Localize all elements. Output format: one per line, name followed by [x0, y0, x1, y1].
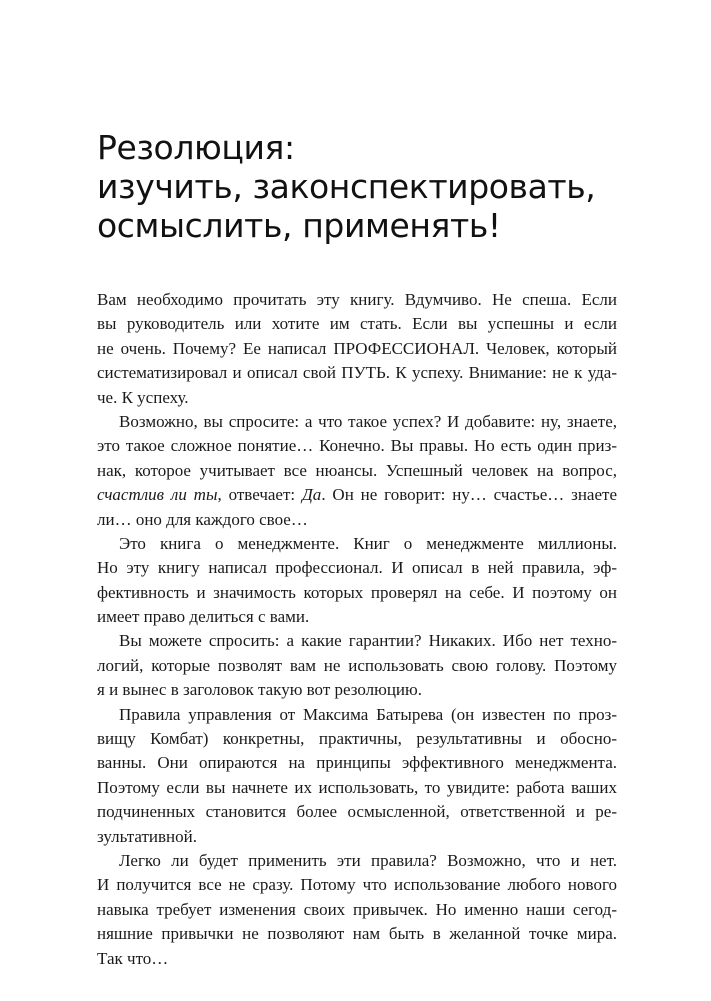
title-line: изучить, законспектировать,: [97, 167, 596, 206]
text-line: Правила управления от Максима Батырева (он известен по проз-: [119, 704, 617, 724]
text-line: Так что…: [97, 948, 169, 968]
text-line: Возможно, вы спросите: а что такое успех? И добавите: ну, знаете,: [119, 411, 617, 431]
paragraph: [97, 288, 617, 410]
text-line: логий, которые позволят вам не использовать свою голову. Поэтому: [97, 655, 617, 675]
text-line: систематизировал и описал свой ПУТЬ. К успеху. Внимание: не к уда-: [97, 363, 617, 383]
italic-phrase: Да: [301, 485, 322, 505]
text-line: навыка требует изменения своих привычек. Но именно наши сегод-: [97, 899, 617, 919]
text-line: ли… оно для каждого свое…: [97, 509, 308, 529]
page-title: [97, 128, 657, 245]
text-line: подчиненных становится более осмысленной, ответственной и ре-: [97, 802, 617, 822]
paragraph: [97, 532, 617, 630]
italic-phrase: счастлив ли ты: [97, 485, 218, 505]
text-line: это такое сложное понятие… Конечно. Вы правы. Но есть один приз-: [97, 436, 617, 456]
text-line: няшние привычки не позволяют нам быть в желанной точке мира.: [97, 924, 617, 944]
paragraph: [97, 410, 617, 532]
text-run: , отвечает:: [217, 485, 302, 505]
text-line: Вы можете спросить: а какие гарантии? Никаких. Ибо нет техно-: [119, 631, 617, 651]
body-text: [97, 288, 617, 971]
text-line: Но эту книгу написал профессионал. И описал в ней правила, эф-: [97, 558, 617, 578]
text-line: ванны. Они опираются на принципы эффективного менеджмента.: [97, 753, 617, 773]
title-line: Резолюция:: [97, 128, 295, 167]
text-line: И получится все не сразу. Потому что использование любого нового: [97, 875, 617, 895]
title-line: осмыслить, применять!: [97, 206, 501, 245]
text-line: фективность и значимость которых проверял на себе. И поэтому он: [97, 582, 617, 602]
paragraph: [97, 629, 617, 702]
text-line: Легко ли будет применить эти правила? Возможно, что и нет.: [119, 850, 617, 870]
text-line: я и вынес в заголовок такую вот резолюцию.: [97, 680, 422, 700]
text-line: Вам необходимо прочитать эту книгу. Вдумчиво. Не спеша. Если: [97, 290, 617, 309]
text-line: Это книга о менеджменте. Книг о менеджменте миллионы.: [119, 533, 617, 553]
paragraph: [97, 849, 617, 971]
text-line: вищу Комбат) конкретны, практичны, результативны и обосно-: [97, 729, 617, 749]
paragraph: [97, 703, 617, 849]
text-line: вы руководитель или хотите им стать. Если вы успешны и если: [97, 314, 617, 334]
text-line: не очень. Почему? Ее написал ПРОФЕССИОНАЛ. Человек, который: [97, 338, 617, 358]
text-line: нак, которое учитывает все нюансы. Успешный человек на вопрос,: [97, 460, 617, 480]
text-line: зультативной.: [97, 826, 197, 846]
text-line: Поэтому если вы начнете их использовать, то увидите: работа ваших: [97, 777, 617, 797]
text-line: [97, 483, 617, 507]
text-line: че. К успеху.: [97, 387, 189, 407]
text-line: имеет право делиться с вами.: [97, 607, 310, 627]
text-run: . Он не говорит: ну… счастье… знаете: [321, 485, 617, 505]
